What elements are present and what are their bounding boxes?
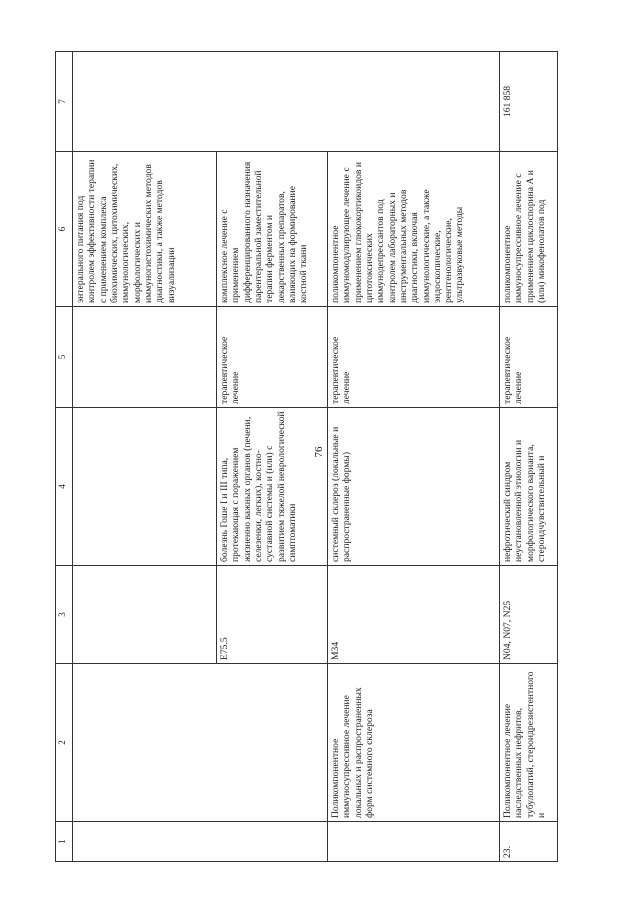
cell-name: Поликомпонентное иммуносупрессивное лечение локальных и распространенных форм системного склероза [328,664,500,822]
page-number: 76 [313,446,325,458]
cell-model: системный склероз (локальные и распространенные формы) [328,408,500,566]
column-number: 4 [56,408,73,566]
cell-name [217,664,328,822]
cell-number [73,822,217,862]
cell-price [217,52,328,152]
table-row [328,52,500,862]
cell-code: E75.5 [217,566,328,664]
cell-method: поликомпонентное иммуномодулирующее лечение с применением глюкокортикоидов и цитотоксических иммунодепрессантов под контролем лабораторных и инструментальных методов диагностики, включая иммунологические, а также эндоскопические, рентгенологические, ультразвуковые методы [328,152,500,307]
column-number: 1 [56,822,73,862]
cell-number [328,822,500,862]
cell-type [73,307,217,408]
cell-code: N04, N07, N25 [500,566,558,664]
rotated-table-container [55,52,560,862]
cell-model [73,408,217,566]
cell-code: M34 [328,566,500,664]
column-number: 2 [56,664,73,822]
cell-type: терапевтическое лечение [217,307,328,408]
cell-type: терапевтическое лечение [328,307,500,408]
cell-number [217,822,328,862]
cell-price [328,52,500,152]
cell-name [73,664,217,822]
column-number: 3 [56,566,73,664]
column-number: 5 [56,307,73,408]
cell-code [73,566,217,664]
table-row [217,52,328,862]
cell-price: 161 858 [500,52,558,152]
treatment-table [55,51,558,862]
cell-number: 23. [500,822,558,862]
cell-model: нефротический синдром неустановленной этиологии и морфологического варианта, стероидчувствительный и [500,408,558,566]
cell-type: терапевтическое лечение [500,307,558,408]
cell-price [73,52,217,152]
cell-method: комплексное лечение с применением дифференцированного назначения парентеральной заместительной терапии ферментом и лекарственных препаратов, влияющих на формирование костной ткани [217,152,328,307]
column-number-row [56,52,73,862]
table-row [73,52,217,862]
column-number: 7 [56,52,73,152]
column-number: 6 [56,152,73,307]
cell-model: болезнь Гоше I и III типа, протекающая с поражением жизненно важных органов (печени, селезенки, легких), костно-суставной системы и (или) с развитием тяжелой неврологической симптоматики [217,408,328,566]
cell-method: энтерального питания под контролем эффективности терапии с применением комплекса биохимических, цитохимических, иммунологических, морфологических и иммуногистохимических методов диагностики, а также методов визуализации [73,152,217,307]
cell-name: Поликомпонентное лечение наследственных нефритов, тубулопатий, стероидрезистентного и [500,664,558,822]
table-row [500,52,558,862]
cell-method: поликомпонентное иммуносупрессивное лечение с применением циклоспорина А и (или) микофенолатов под [500,152,558,307]
